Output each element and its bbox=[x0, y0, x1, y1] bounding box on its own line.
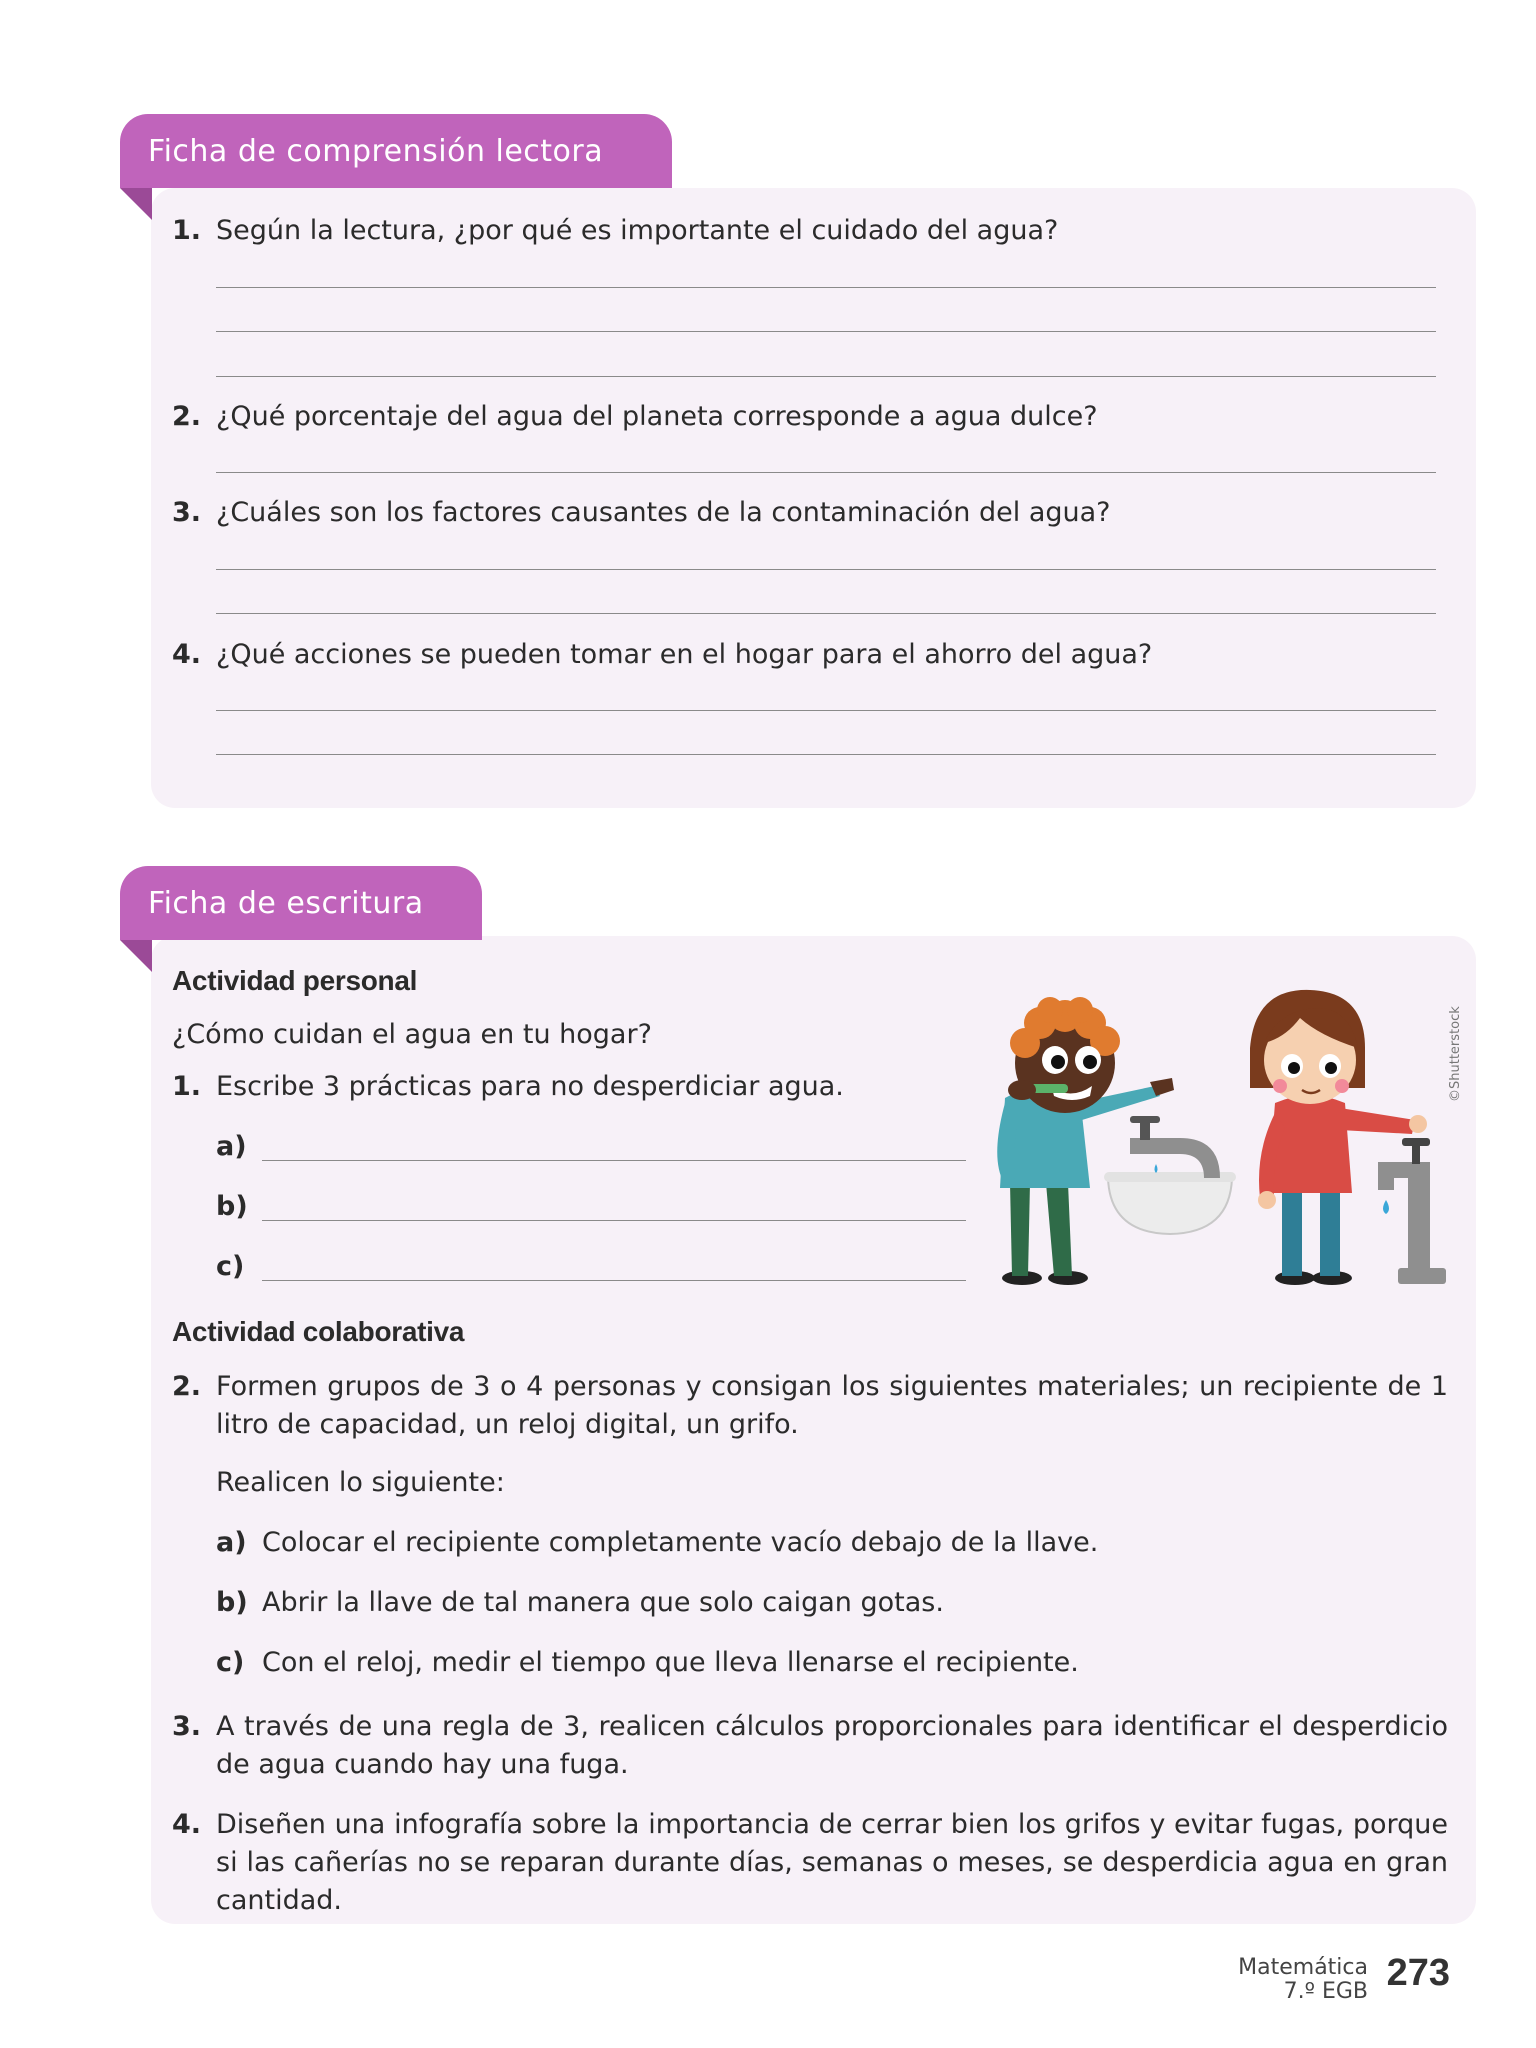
subject-name: Matemática bbox=[1238, 1955, 1368, 1980]
personal-prompt: ¿Cómo cuidan el agua en tu hogar? bbox=[172, 1019, 652, 1050]
collaborative-activity-heading: Actividad colaborativa bbox=[172, 1316, 465, 1347]
answer-line-b[interactable] bbox=[262, 1220, 966, 1221]
kids-saving-water-illustration bbox=[980, 978, 1450, 1300]
personal-activity-heading: Actividad personal bbox=[172, 965, 418, 996]
answer-line[interactable] bbox=[216, 287, 1436, 288]
collaborative-question-2: 2. Formen grupos de 3 o 4 personas y consigan los siguientes materiales; un recipiente de 1 litro de capacidad, un reloj digital, un grifo. bbox=[172, 1371, 1448, 1440]
answer-line[interactable] bbox=[216, 754, 1436, 755]
tab-fold bbox=[120, 188, 152, 220]
grade-level: 7.º EGB bbox=[1283, 1979, 1368, 2004]
personal-question-1: 1. Escribe 3 prácticas para no desperdiciar agua. bbox=[172, 1071, 844, 1102]
writing-tab bbox=[120, 866, 482, 940]
answer-line-c[interactable] bbox=[262, 1280, 966, 1281]
step-a: a) Colocar el recipiente completamente vacío debajo de la llave. bbox=[216, 1527, 1099, 1558]
writing-title: Ficha de escritura bbox=[148, 885, 424, 921]
tab-fold bbox=[120, 940, 152, 972]
collaborative-question-4: 4. Diseñen una infografía sobre la importancia de cerrar bien los grifos y evitar fugas, porque si las cañerías no se reparan durante días, semanas o meses, se desperdicia agua en gran cantidad. bbox=[172, 1809, 1448, 1916]
answer-label-b: b) bbox=[216, 1191, 248, 1222]
answer-label-c: c) bbox=[216, 1251, 245, 1282]
answer-line[interactable] bbox=[216, 331, 1436, 332]
answer-line[interactable] bbox=[216, 376, 1436, 377]
step-c: c) Con el reloj, medir el tiempo que lleva llenarse el recipiente. bbox=[216, 1647, 1079, 1678]
question-1: 1. Según la lectura, ¿por qué es importante el cuidado del agua? bbox=[172, 215, 1059, 246]
answer-label-a: a) bbox=[216, 1131, 247, 1162]
answer-line[interactable] bbox=[216, 613, 1436, 614]
sink-with-faucet-icon bbox=[1104, 1116, 1236, 1234]
reading-comprehension-tab bbox=[120, 114, 672, 188]
page-number: 273 bbox=[1386, 1952, 1450, 1994]
water-tap-icon bbox=[1378, 1138, 1446, 1284]
answer-line[interactable] bbox=[216, 569, 1436, 570]
image-credit: ©Shutterstock bbox=[1448, 1006, 1463, 1102]
question-2: 2. ¿Qué porcentaje del agua del planeta corresponde a agua dulce? bbox=[172, 401, 1098, 432]
question-3: 3. ¿Cuáles son los factores causantes de la contaminación del agua? bbox=[172, 497, 1111, 528]
realicen-instruction: Realicen lo siguiente: bbox=[216, 1467, 505, 1498]
answer-line-a[interactable] bbox=[262, 1160, 966, 1161]
girl-closing-faucet-icon bbox=[1250, 990, 1427, 1285]
collaborative-question-3: 3. A través de una regla de 3, realicen cálculos proporcionales para identificar el desperdicio de agua cuando hay una fuga. bbox=[172, 1711, 1448, 1780]
question-4: 4. ¿Qué acciones se pueden tomar en el hogar para el ahorro del agua? bbox=[172, 639, 1153, 670]
reading-comprehension-title: Ficha de comprensión lectora bbox=[148, 133, 604, 169]
footer-subject bbox=[1238, 1956, 1368, 2004]
step-b: b) Abrir la llave de tal manera que solo caigan gotas. bbox=[216, 1587, 944, 1618]
answer-line[interactable] bbox=[216, 472, 1436, 473]
answer-line[interactable] bbox=[216, 710, 1436, 711]
